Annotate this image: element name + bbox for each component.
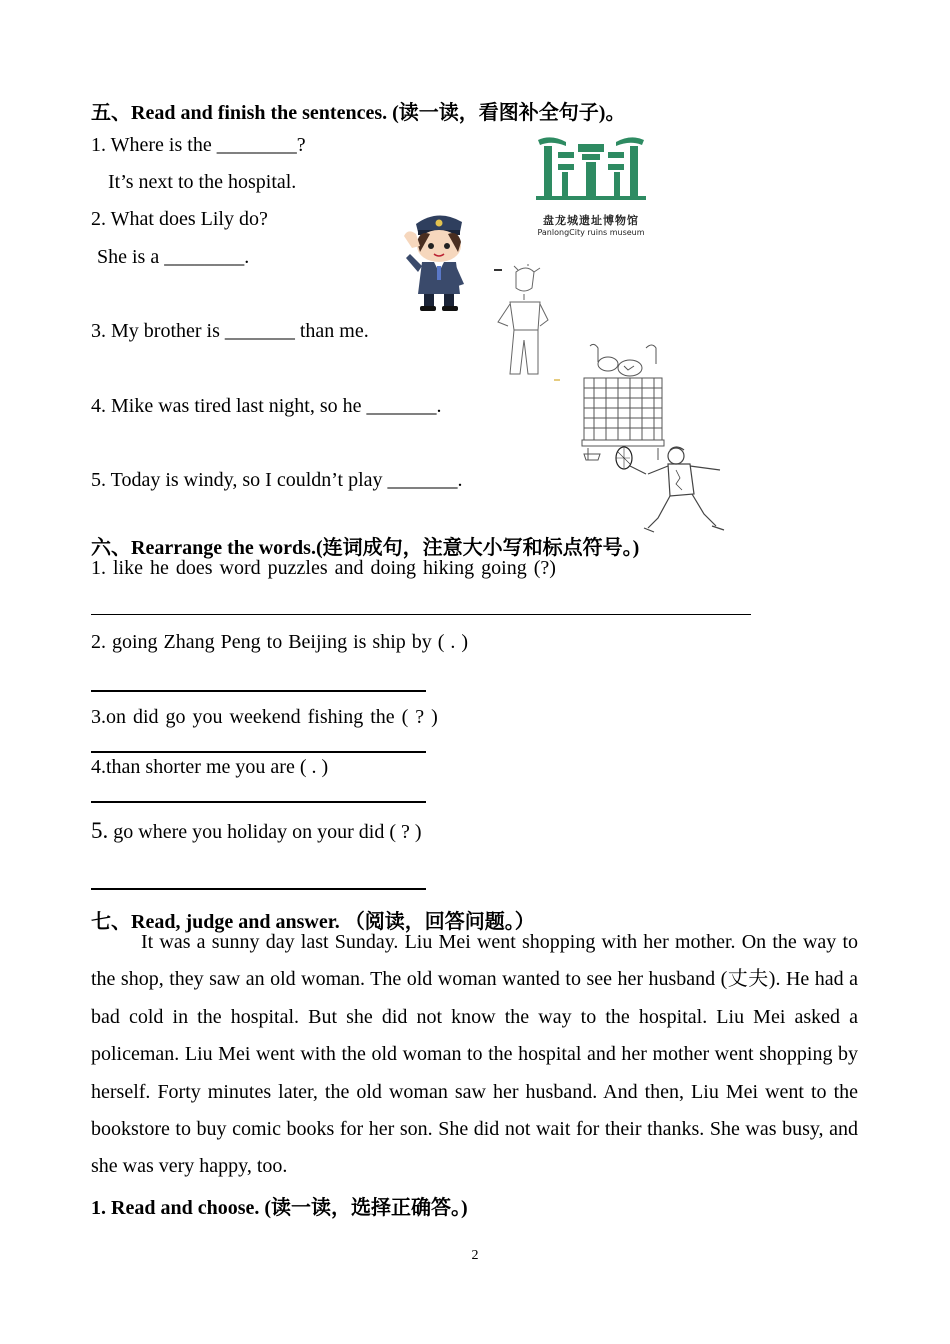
reading-passage-text: It was a sunny day last Sunday. Liu Mei went shopping with her mother. On the way to the shop, they saw an old woman. The old woman wanted to see her husband (丈夫). He had a bad cold in the hospital. But she did not know the way to the hospital. Liu Mei asked a policeman. Liu Mei went with the old woman to the hospital and her mother went shopping by herself. Forty minutes later, the old woman saw her husband. And then, Liu Mei went to the bookstore to buy comic books for her son. She did not wait for their thanks. She was busy, and she was very happy, too. (91, 931, 858, 1178)
s6-question-5-number: 5. (91, 818, 109, 843)
s6-question-5 (91, 818, 422, 844)
s6-question-4: 4.than shorter me you are ( . ) (91, 756, 329, 778)
boy-sketch-image (488, 264, 563, 382)
policewoman-image (398, 206, 478, 314)
section6-title: 六、Rearrange the words.(连词成句，注意大小写和标点符号。) (91, 537, 640, 559)
s5-question-5: 5. Today is windy, so I couldn’t play _______. (91, 469, 463, 491)
s6-question-3: 3.on did go you weekend fishing the ( ? ) (91, 706, 438, 728)
s6-answer-line-5 (91, 888, 426, 890)
reading-passage (91, 924, 858, 1186)
s5-question-1: 1. Where is the ________? (91, 134, 306, 156)
s5-answer-1: It’s next to the hospital. (108, 171, 297, 193)
s5-question-2: 2. What does Lily do? (91, 208, 268, 230)
s6-question-2: 2. going Zhang Peng to Beijing is ship by ( . ) (91, 631, 469, 653)
museum-logo-en: PanlongCity ruins museum (537, 228, 645, 237)
s6-answer-line-2 (91, 690, 426, 692)
s6-answer-line-4 (91, 801, 426, 803)
s5-question-4: 4. Mike was tired last night, so he _______. (91, 395, 442, 417)
badminton-player-image (608, 444, 728, 538)
s6-answer-line-1 (91, 614, 751, 615)
museum-logo (516, 132, 666, 237)
s5-question-3: 3. My brother is _______ than me. (91, 320, 369, 342)
s6-question-1: 1. like he does word puzzles and doing hiking going (?) (91, 557, 556, 579)
section7-subtitle-1: 1. Read and choose. (读一读，选择正确答。) (91, 1197, 468, 1219)
section7-title: 七、Read, judge and answer. （阅读，回答问题。） (91, 911, 535, 933)
section5-title: 五、Read and finish the sentences. (读一读，看图补全句子)。 (91, 102, 626, 124)
page-number: 2 (471, 1248, 479, 1263)
museum-logo-cn: 盘龙城遗址博物馆 (543, 214, 639, 227)
s6-answer-line-3 (91, 751, 426, 753)
s5-answer-2: She is a ________. (97, 246, 250, 268)
museum-logo-graphic (516, 132, 666, 207)
s6-question-5-words: go where you holiday on your did ( ? ) (108, 821, 422, 843)
